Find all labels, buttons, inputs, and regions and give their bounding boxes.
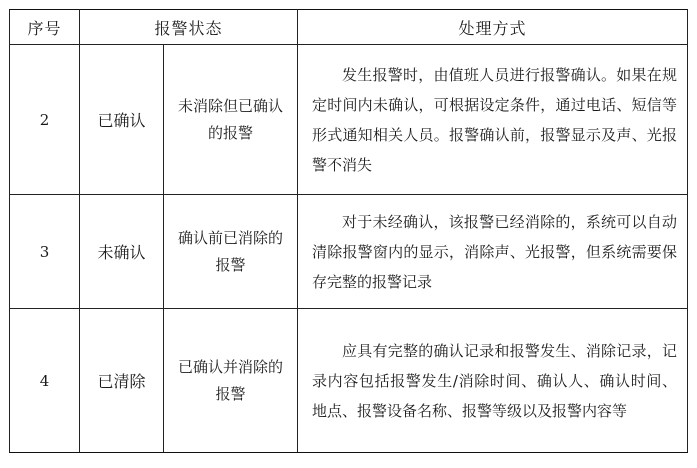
- row-alarm-state: 未消除但已确认的报警: [164, 45, 298, 195]
- row-number: 3: [10, 195, 80, 309]
- row-handling-method: [298, 195, 688, 309]
- header-alarm-status: 报警状态: [80, 10, 298, 45]
- header-no: 序号: [10, 10, 80, 45]
- table-row: [10, 309, 688, 453]
- header-handling-method: 处理方式: [298, 10, 688, 45]
- row-number: 2: [10, 45, 80, 195]
- row-alarm-state: 已确认并消除的报警: [164, 309, 298, 453]
- row-status: 已确认: [80, 45, 164, 195]
- row-alarm-state: 确认前已消除的报警: [164, 195, 298, 309]
- table-header-row: [10, 10, 688, 45]
- row-status: 未确认: [80, 195, 164, 309]
- row-handling-method-text: 对于未经确认，该报警已经消除的，系统可以自动清除报警窗内的显示，消除声、光报警，但系统需要保存完整的报警记录: [312, 212, 678, 291]
- row-handling-method-text: 发生报警时，由值班人员进行报警确认。如果在规定时间内未确认，可根据设定条件，通过电话、短信等形式通知相关人员。报警确认前，报警显示及声、光报警不消失: [312, 65, 678, 174]
- row-handling-method-text: 应具有完整的确认记录和报警发生、消除记录，记录内容包括报警发生/消除时间、确认人、确认时间、地点、报警设备名称、报警等级以及报警内容等: [312, 341, 678, 420]
- table-row: [10, 195, 688, 309]
- row-number: 4: [10, 309, 80, 453]
- row-handling-method: [298, 309, 688, 453]
- table-row: [10, 45, 688, 195]
- alarm-handling-table: [9, 9, 688, 453]
- row-status: 已清除: [80, 309, 164, 453]
- row-handling-method: [298, 45, 688, 195]
